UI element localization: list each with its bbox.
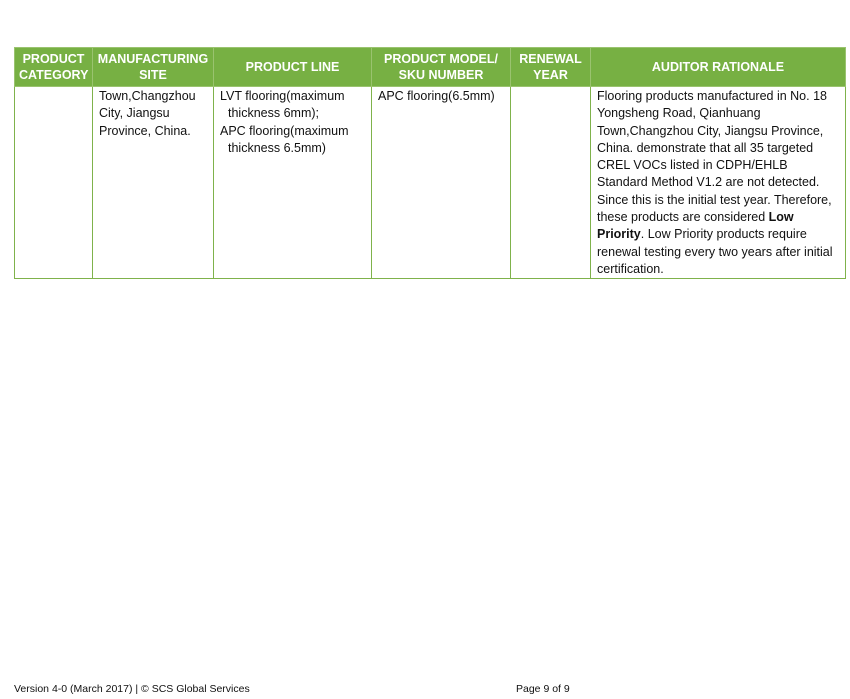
header-manufacturing-site: MANUFACTURING SITE	[93, 48, 214, 87]
cell-renewal-year	[511, 87, 591, 279]
product-line-item: LVT flooring(maximum thickness 6mm);	[220, 89, 345, 121]
header-product-category: PRODUCT CATEGORY	[15, 48, 93, 87]
header-product-model: PRODUCT MODEL/ SKU NUMBER	[372, 48, 511, 87]
footer-page-number: Page 9 of 9	[516, 683, 570, 695]
cell-product-category	[15, 87, 93, 279]
rationale-text: Flooring products manufactured in No. 18 Yongsheng Road, Qianhuang Town,Changzhou City, Jiangsu Province, China. demonstrate that all 35 targeted CREL VOCs listed in CDPH/EHLB Standard Method V1.2 are not detected. Since this is the initial test year. Therefore, these products are considered	[597, 89, 832, 225]
cell-auditor-rationale	[591, 87, 846, 279]
cell-product-line	[214, 87, 372, 279]
header-renewal-year: RENEWAL YEAR	[511, 48, 591, 87]
table-row	[15, 87, 846, 279]
table-header-row	[15, 48, 846, 87]
rationale-priority-label: Low Priority	[597, 210, 794, 242]
header-auditor-rationale: AUDITOR RATIONALE	[591, 48, 846, 87]
certification-table	[14, 47, 846, 279]
cell-manufacturing-site: Town,Changzhou City, Jiangsu Province, China.	[93, 87, 214, 279]
rationale-text-continued: . Low Priority products require renewal testing every two years after initial certification.	[597, 227, 833, 276]
cell-product-model: APC flooring(6.5mm)	[372, 87, 511, 279]
header-product-line: PRODUCT LINE	[214, 48, 372, 87]
footer-version: Version 4-0 (March 2017) | © SCS Global Services	[14, 683, 250, 695]
product-line-item: APC flooring(maximum thickness 6.5mm)	[220, 123, 349, 155]
